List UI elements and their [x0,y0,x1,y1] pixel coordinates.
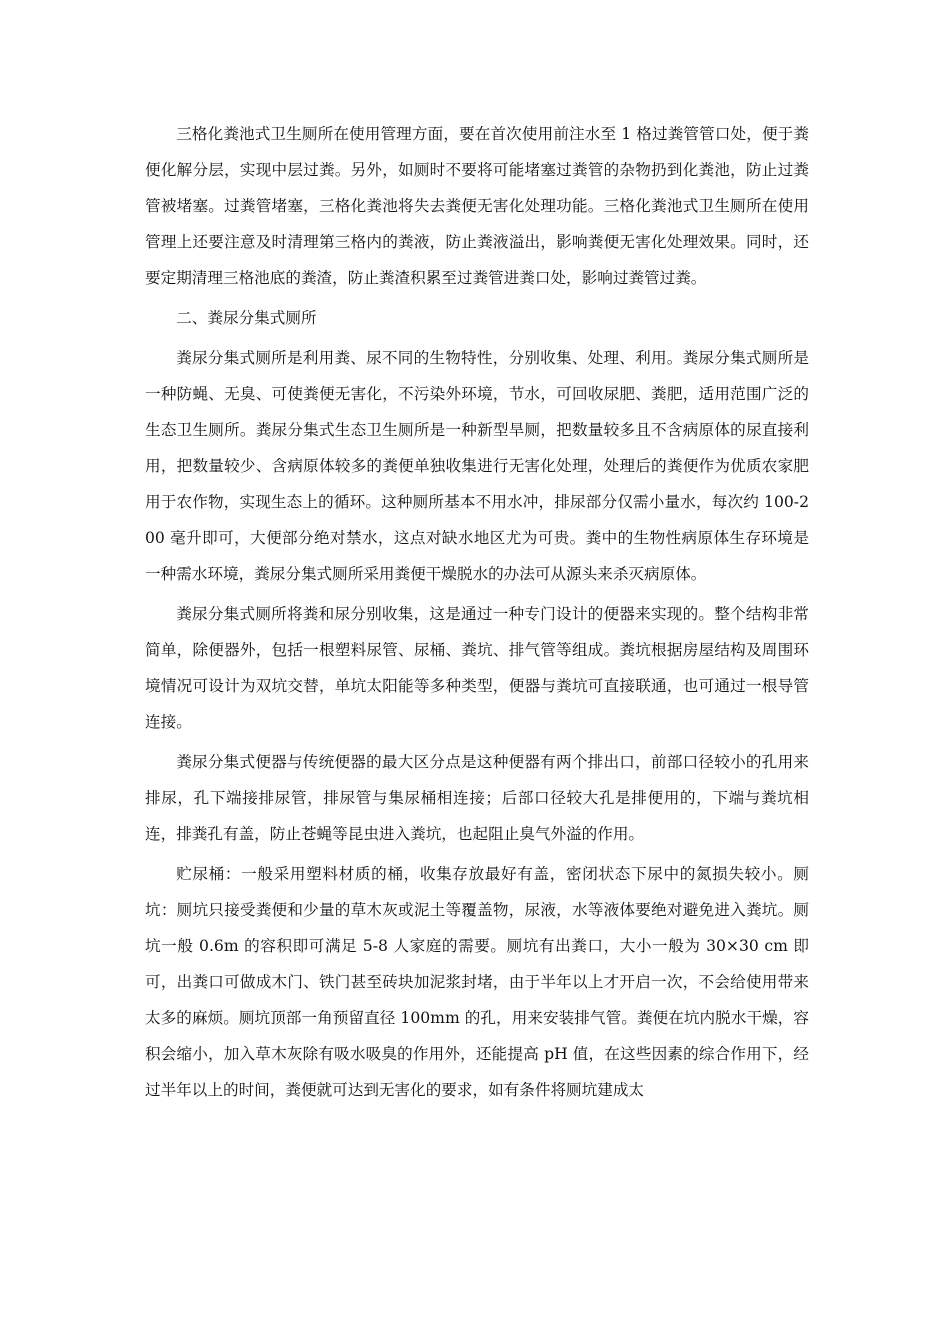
paragraph-three-compartment-usage: 三格化粪池式卫生厕所在使用管理方面，要在首次使用前注水至 1 格过粪管管口处，便于粪便化解分层，实现中层过粪。另外，如厕时不要将可能堵塞过粪管的杂物扔到化粪池，防止过粪管被堵塞。过粪管堵塞，三格化粪池将失去粪便无害化处理功能。三格化粪池式卫生厕所在使用管理上还要注意及时清理第三格内的粪液，防止粪液溢出，影响粪便无害化处理效果。同时，还要定期清理三格池底的粪渣，防止粪渣积累至过粪管进粪口处，影响过粪管过粪。 [145,125,809,287]
paragraph-urine-diversion-bowl: 粪尿分集式便器与传统便器的最大区分点是这种便器有两个排出口，前部口径较小的孔用来排尿，孔下端接排尿管，排尿管与集尿桶相连接；后部口径较大孔是排便用的，下端与粪坑相连，排粪孔有盖，防止苍蝇等昆虫进入粪坑，也起阻止臭气外溢的作用。 [145,753,809,843]
paragraph-urine-diversion-intro: 粪尿分集式厕所是利用粪、尿不同的生物特性，分别收集、处理、利用。粪尿分集式厕所是一种防蝇、无臭、可使粪便无害化，不污染外环境，节水，可回收尿肥、粪肥，适用范围广泛的生态卫生厕所。粪尿分集式生态卫生厕所是一种新型旱厕，把数量较多且不含病原体的尿直接利用，把数量较少、含病原体较多的粪便单独收集进行无害化处理，处理后的粪便作为优质农家肥用于农作物，实现生态上的循环。这种厕所基本不用水冲，排尿部分仅需小量水，每次约 100-200 毫升即可，大便部分绝对禁水，这点对缺水地区尤为可贵。粪中的生物性病原体生存环境是一种需水环境，粪尿分集式厕所采用粪便干燥脱水的办法可从源头来杀灭病原体。 [145,349,809,583]
section-heading-urine-diversion-toilet: 二、粪尿分集式厕所 [176,309,317,327]
paragraph-urine-diversion-structure: 粪尿分集式厕所将粪和尿分别收集，这是通过一种专门设计的便器来实现的。整个结构非常简单，除便器外，包括一根塑料尿管、尿桶、粪坑、排气管等组成。粪坑根据房屋结构及周围环境情况可设计为双坑交替，单坑太阳能等多种类型，便器与粪坑可直接联通，也可通过一根导管连接。 [145,605,809,731]
paragraph-urine-tank-and-pit: 贮尿桶：一般采用塑料材质的桶，收集存放最好有盖，密闭状态下尿中的氮损失较小。厕坑：厕坑只接受粪便和少量的草木灰或泥土等覆盖物，尿液，水等液体要绝对避免进入粪坑。厕坑一般 0.6m 的容积即可满足 5-8 人家庭的需要。厕坑有出粪口，大小一般为 30×30 cm 即可，出粪口可做成木门、铁门甚至砖块加泥浆封堵，由于半年以上才开启一次，不会给使用带来太多的麻烦。厕坑顶部一角预留直径 100mm 的孔，用来安装排气管。粪便在坑内脱水干燥，容积会缩小，加入草木灰除有吸水吸臭的作用外，还能提高 pH 值，在这些因素的综合作用下，经过半年以上的时间，粪便就可达到无害化的要求，如有条件将厕坑建成太 [145,865,809,1099]
document-body [145,116,809,1112]
